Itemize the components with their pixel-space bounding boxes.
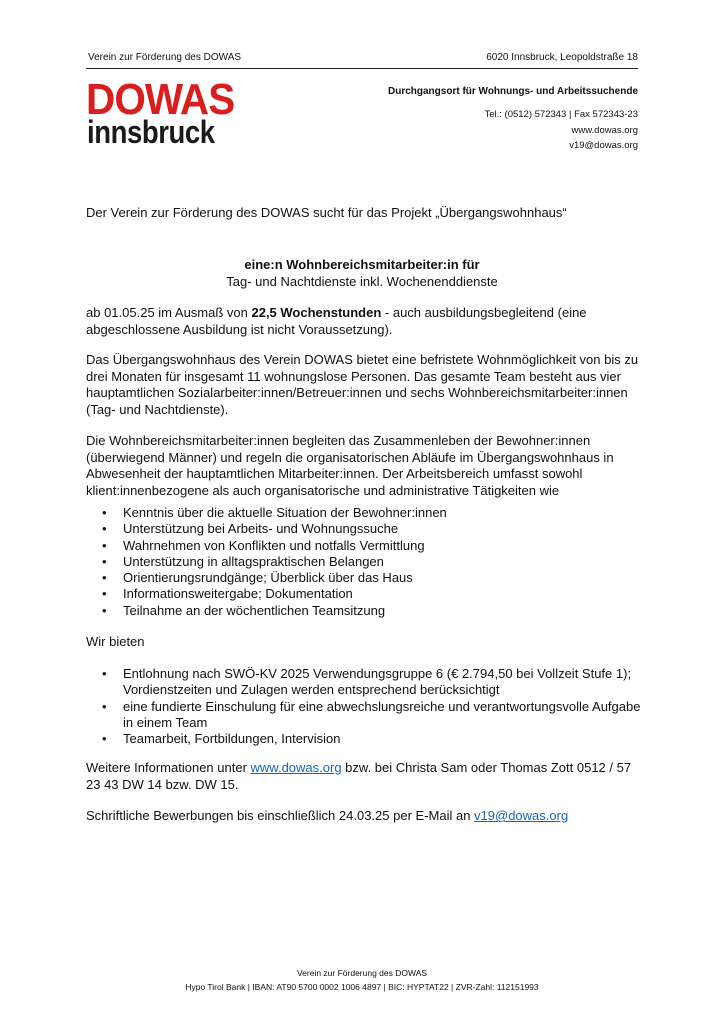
header-divider <box>86 68 638 69</box>
contact-title: Durchgangsort für Wohnungs- und Arbeitssuchende <box>388 86 638 97</box>
paragraph-house: Das Übergangswohnhaus des Verein DOWAS bietet eine befristete Wohnmöglichkeit von bis zu drei Monaten für insgesamt 11 wohnungslose Personen. Das gesamte Team besteht aus vier hauptamtlichen Sozialarbeiter:innen/Betreuer:innen und sechs Wohnbereichsmitarbeiter:innen (Tag- und Nachtdienste). <box>86 352 639 417</box>
list-item: • Entlohnung nach SWÖ-KV 2025 Verwendungsgruppe 6 (€ 2.794,50 bei Vollzeit Stufe 1); Vordienstzeiten und Zulagen werden entsprechend berücksichtigt <box>86 666 646 699</box>
application-paragraph <box>86 808 646 825</box>
position-block <box>86 257 638 290</box>
header-organization: Verein zur Förderung des DOWAS <box>88 52 242 63</box>
offer-list <box>86 666 646 747</box>
footer-organization: Verein zur Förderung des DOWAS <box>296 968 428 978</box>
contact-email: v19@dowas.org <box>569 140 638 151</box>
header-address: 6020 Innsbruck, Leopoldstraße 18 <box>486 52 638 63</box>
list-item: • Teamarbeit, Fortbildungen, Intervision <box>86 731 646 747</box>
contact-phone: Tel.: (0512) 572343 | Fax 572343-23 <box>484 109 638 120</box>
list-item: • Teilnahme an der wöchentlichen Teamsitzung <box>86 603 646 619</box>
contact-website: www.dowas.org <box>571 125 638 136</box>
list-item: • Wahrnehmen von Konflikten und notfalls Vermittlung <box>86 538 646 554</box>
apply-text: Schriftliche Bewerbungen bis einschließlich 24.03.25 per E-Mail an <box>86 808 475 823</box>
offer-heading: Wir bieten <box>86 634 145 649</box>
more-info-before: Weitere Informationen unter <box>86 760 251 775</box>
more-info-paragraph <box>86 760 646 793</box>
footer-bank-details: Hypo Tirol Bank | IBAN: AT90 5700 0002 1006 4897 | BIC: HYPTAT22 | ZVR-Zahl: 112151993 <box>185 982 539 992</box>
website-link[interactable]: www.dowas.org <box>250 760 342 775</box>
hours-text-after: - auch ausbildungsbegleitend (eine abgeschlossene Ausbildung ist nicht Voraussetzung). <box>86 305 587 337</box>
email-link[interactable]: v19@dowas.org <box>474 808 569 823</box>
list-item: • Orientierungsrundgänge; Überblick über das Haus <box>86 570 646 586</box>
logo-dowas: DOWAS <box>86 75 235 124</box>
position-title: eine:n Wohnbereichsmitarbeiter:in für <box>244 257 480 272</box>
paragraph-role: Die Wohnbereichsmitarbeiter:innen begleiten das Zusammenleben der Bewohner:innen (überwiegend Männer) und regeln die organisatorischen Abläufe im Übergangswohnhaus in Abwesenheit der hauptamtlichen Mitarbeiter:innen. Der Arbeitsbereich umfasst sowohl klient:innenbezogene als auch organisatorische und administrative Tätigkeiten wie <box>86 433 614 498</box>
list-item: • Unterstützung bei Arbeits- und Wohnungssuche <box>86 521 646 537</box>
intro-text: Der Verein zur Förderung des DOWAS sucht für das Projekt „Übergangswohnhaus“ <box>86 205 567 220</box>
list-item: • eine fundierte Einschulung für eine abwechslungsreiche und verantwortungsvolle Aufgabe in einem Team <box>86 699 646 732</box>
list-item: • Unterstützung in alltagspraktischen Belangen <box>86 554 646 570</box>
hours-paragraph <box>86 305 646 338</box>
more-info-after: bzw. bei Christa Sam oder Thomas Zott 0512 / 57 23 43 DW 14 bzw. DW 15. <box>86 760 632 792</box>
task-list <box>86 505 646 619</box>
hours-amount: 22,5 Wochenstunden <box>251 305 382 320</box>
hours-text-before: ab 01.05.25 im Ausmaß von <box>86 305 252 320</box>
logo-innsbruck: innsbruck <box>87 114 215 150</box>
list-item: • Kenntnis über die aktuelle Situation der Bewohner:innen <box>86 505 646 521</box>
list-item: • Informationsweitergabe; Dokumentation <box>86 586 646 602</box>
position-subtitle: Tag- und Nachtdienste inkl. Wochenenddienste <box>226 273 498 289</box>
